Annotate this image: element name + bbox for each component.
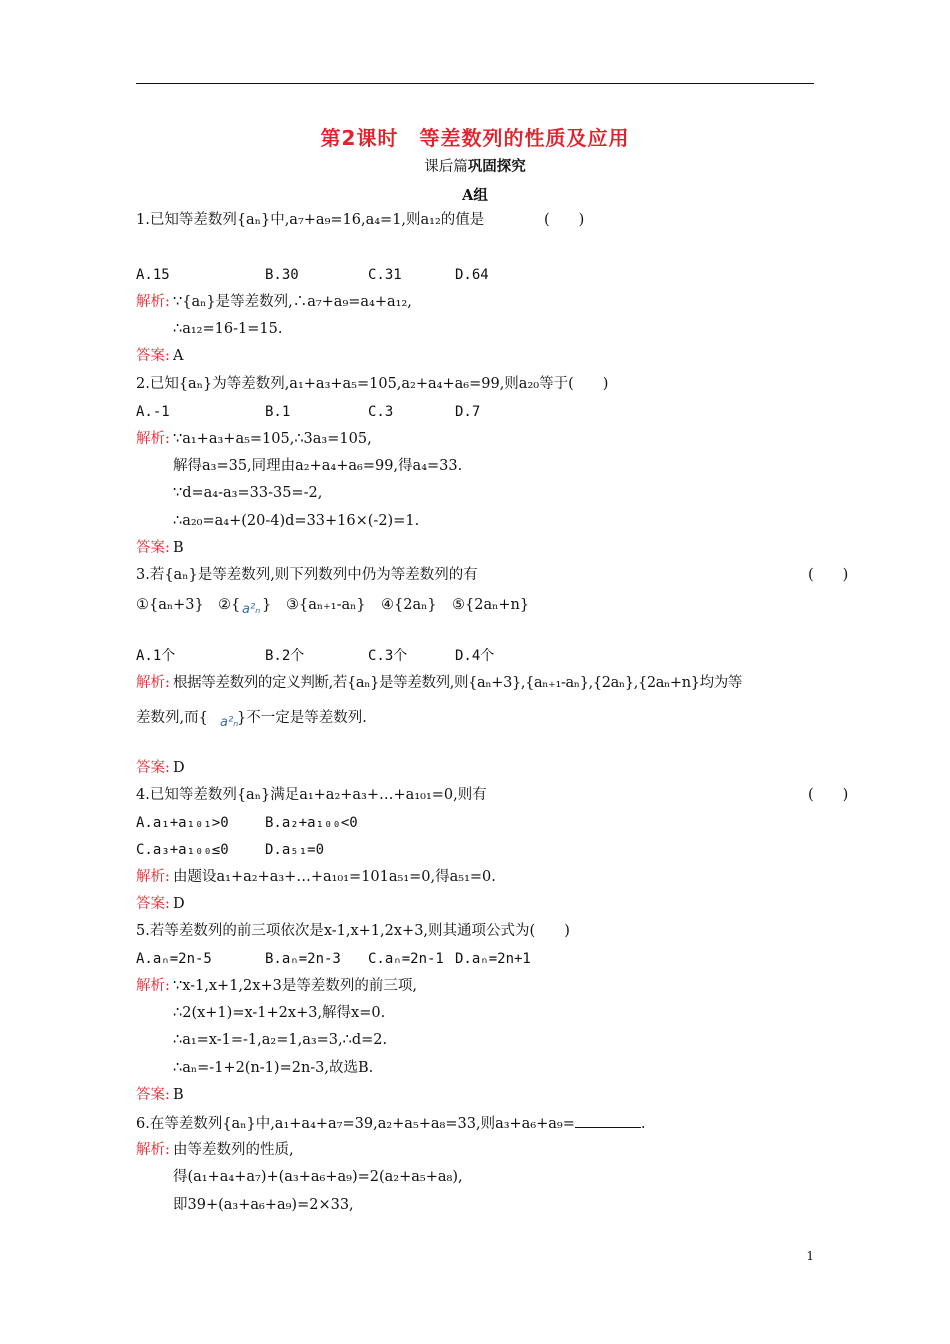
q4-analysis-label: 解析: — [136, 869, 170, 885]
q5-analysis-line: ∴aₙ=-1+2(n-1)=2n-3,故选B. — [173, 1060, 374, 1076]
q4-bracket: ( ) — [808, 787, 849, 803]
q1-stem: 1.已知等差数列{aₙ}中,a₇+a₉=16,a₄=1,则a₁₂的值是 — [136, 212, 485, 228]
q1-option-d: D.64 — [455, 267, 489, 283]
q6-analysis-line: 由等差数列的性质, — [173, 1142, 294, 1158]
q1-bracket: ( ) — [544, 212, 585, 228]
page-subtitle: 课后篇巩固探究 — [424, 158, 526, 175]
q3-option-d: D.4个 — [455, 648, 495, 664]
q3-item-2-open: ②{ — [218, 597, 241, 613]
q1-analysis-line: ∵{aₙ}是等差数列,∴a₇+a₉=a₄+a₁₂, — [173, 294, 412, 310]
q3-option-c: C.3个 — [368, 648, 408, 664]
q1-option-b: B.30 — [265, 267, 299, 283]
a-squared-n-glyph: a²ₙ — [242, 602, 261, 617]
q2-stem: 2.已知{aₙ}为等差数列,a₁+a₃+a₅=105,a₂+a₄+a₆=99,则a₂₀等于( ) — [136, 376, 609, 392]
q2-option-a: A.-1 — [136, 404, 170, 420]
q1-option-c: C.31 — [368, 267, 402, 283]
q5-option-d: D.aₙ=2n+1 — [455, 951, 531, 967]
q3-analysis-line: }不一定是等差数列. — [237, 710, 367, 726]
q5-option-b: B.aₙ=2n-3 — [265, 951, 341, 967]
header-rule — [136, 83, 814, 84]
a-squared-n-glyph: a²ₙ — [220, 715, 239, 730]
q1-analysis-line: ∴a₁₂=16-1=15. — [173, 321, 283, 337]
q3-answer-label: 答案: — [136, 760, 170, 776]
q5-answer-label: 答案: — [136, 1087, 170, 1103]
q4-stem: 4.已知等差数列{aₙ}满足a₁+a₂+a₃+…+a₁₀₁=0,则有 — [136, 787, 487, 803]
q5-analysis-line: ∵x-1,x+1,2x+3是等差数列的前三项, — [173, 978, 417, 994]
q3-item-1: ①{aₙ+3} — [136, 597, 204, 613]
q4-option-d: D.a₅₁=0 — [265, 842, 325, 858]
q4-analysis-line: 由题设a₁+a₂+a₃+…+a₁₀₁=101a₅₁=0,得a₅₁=0. — [173, 869, 496, 885]
q3-stem: 3.若{aₙ}是等差数列,则下列数列中仍为等差数列的有 — [136, 567, 478, 583]
q2-analysis-line: ∵a₁+a₃+a₅=105,∴3a₃=105, — [173, 431, 372, 447]
q2-option-b: B.1 — [265, 404, 291, 420]
q3-answer: D — [173, 760, 185, 776]
q3-analysis-line: 差数列,而{ — [136, 710, 208, 726]
q2-analysis-line: 解得a₃=35,同理由a₂+a₄+a₆=99,得a₄=33. — [173, 458, 463, 474]
q3-analysis-line: 根据等差数列的定义判断,若{aₙ}是等差数列,则{aₙ+3},{aₙ₊₁-aₙ},{2aₙ},{2aₙ+n}均为等 — [173, 675, 743, 691]
q4-answer: D — [173, 896, 185, 912]
q4-option-a: A.a₁+a₁₀₁>0 — [136, 815, 229, 831]
q2-analysis-line: ∴a₂₀=a₄+(20-4)d=33+16×(-2)=1. — [173, 513, 420, 529]
q2-option-c: C.3 — [368, 404, 394, 420]
q3-item-4: ④{2aₙ} — [381, 597, 437, 613]
answer-blank — [575, 1113, 641, 1128]
q6-analysis-line: 得(a₁+a₄+a₇)+(a₃+a₆+a₉)=2(a₂+a₅+a₈), — [173, 1169, 463, 1185]
q5-analysis-label: 解析: — [136, 978, 170, 994]
q5-option-c: C.aₙ=2n-1 — [368, 951, 444, 967]
page-number: 1 — [806, 1249, 814, 1263]
q5-option-a: A.aₙ=2n-5 — [136, 951, 212, 967]
q2-analysis-label: 解析: — [136, 431, 170, 447]
q5-answer: B — [173, 1087, 184, 1103]
group-label: A组 — [462, 187, 488, 204]
q2-answer: B — [173, 540, 184, 556]
q2-analysis-line: ∵d=a₄-a₃=33-35=-2, — [173, 485, 323, 501]
q3-bracket: ( ) — [808, 567, 849, 583]
q2-option-d: D.7 — [455, 404, 481, 420]
q4-answer-label: 答案: — [136, 896, 170, 912]
q3-item-3: ③{aₙ₊₁-aₙ} — [286, 597, 366, 613]
q5-stem: 5.若等差数列的前三项依次是x-1,x+1,2x+3,则其通项公式为( ) — [136, 923, 570, 939]
q1-answer-label: 答案: — [136, 348, 170, 364]
q1-analysis-label: 解析: — [136, 294, 170, 310]
q5-analysis-line: ∴2(x+1)=x-1+2x+3,解得x=0. — [173, 1005, 386, 1021]
q1-option-a: A.15 — [136, 267, 170, 283]
q3-option-a: A.1个 — [136, 648, 176, 664]
q1-answer: A — [173, 348, 184, 364]
q3-item-5: ⑤{2aₙ+n} — [452, 597, 530, 613]
q6-stem: 6.在等差数列{aₙ}中,a₁+a₄+a₇=39,a₂+a₅+a₈=33,则a₃+a₆+a₉= . — [136, 1113, 646, 1134]
q4-option-b: B.a₂+a₁₀₀<0 — [265, 815, 358, 831]
q5-analysis-line: ∴a₁=x-1=-1,a₂=1,a₃=3,∴d=2. — [173, 1032, 388, 1048]
q4-option-c: C.a₃+a₁₀₀≤0 — [136, 842, 229, 858]
q3-option-b: B.2个 — [265, 648, 305, 664]
q6-analysis-line: 即39+(a₃+a₆+a₉)=2×33, — [173, 1197, 354, 1213]
q6-analysis-label: 解析: — [136, 1142, 170, 1158]
q3-item-2-close: } — [262, 597, 272, 613]
page-title: 第2课时 等差数列的性质及应用 — [320, 126, 630, 150]
q3-analysis-label: 解析: — [136, 675, 170, 691]
q2-answer-label: 答案: — [136, 540, 170, 556]
